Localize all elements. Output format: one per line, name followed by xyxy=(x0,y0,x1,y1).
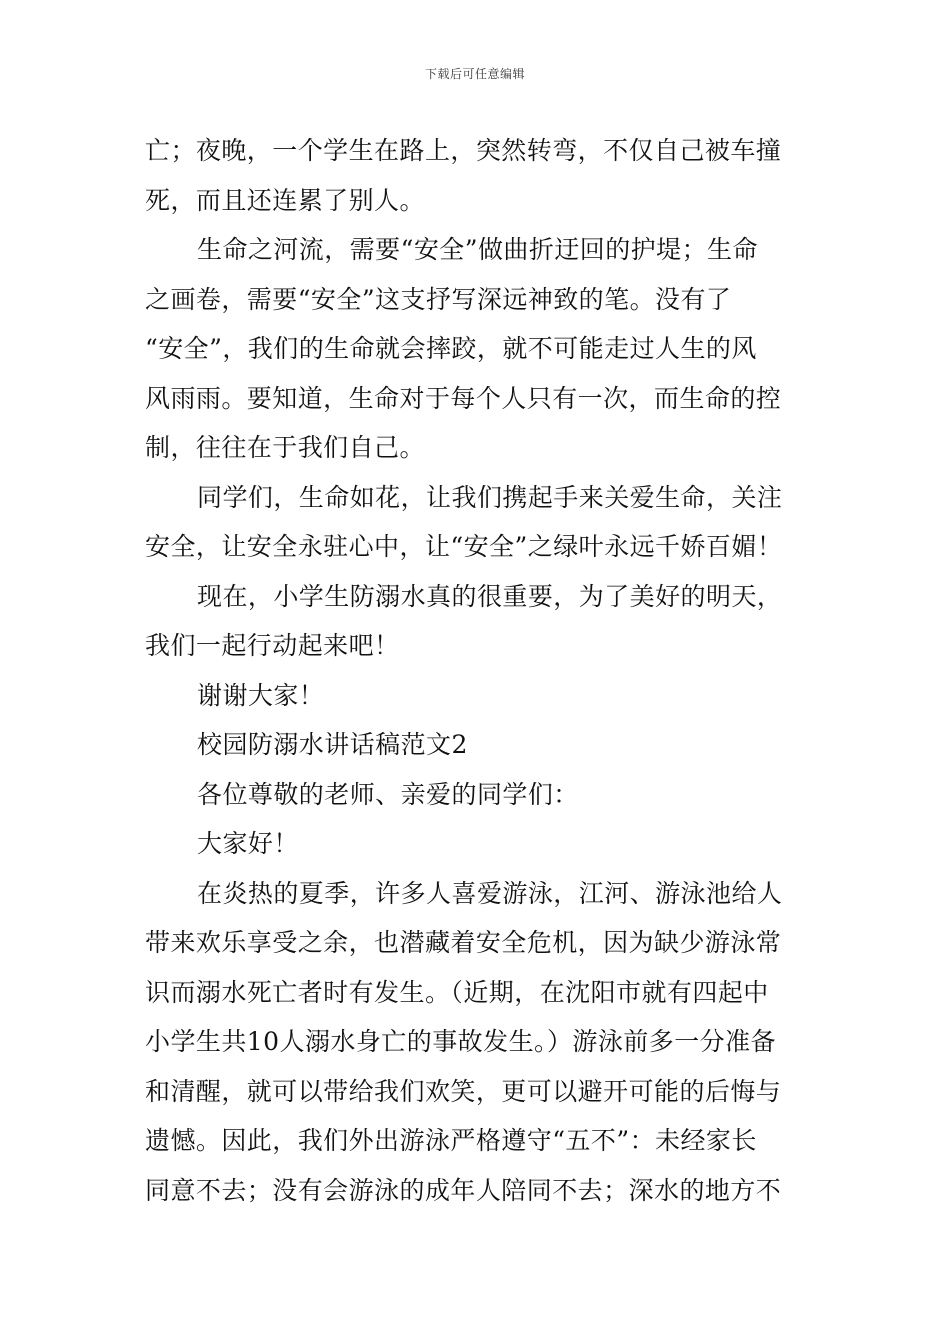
page-header-note: 下载后可任意编辑 xyxy=(424,67,525,81)
text-line: 遗憾。因此，我们外出游泳严格遵守“五不”：未经家长 xyxy=(145,1126,757,1155)
text-line: 死，而且还连累了别人。 xyxy=(145,185,425,215)
text-line: 谢谢大家！ xyxy=(197,680,325,710)
text-line: 各位尊敬的老师、亲爱的同学们： xyxy=(197,779,579,809)
text-line: 现在，小学生防溺水真的很重要，为了美好的明天， xyxy=(197,581,783,611)
text-line: 小学生共10人溺水身亡的事故发生。）游泳前多一分准备 xyxy=(145,1027,777,1056)
text-line: 风雨雨。要知道，生命对于每个人只有一次，而生命的控 xyxy=(145,383,782,413)
section-title: 校园防溺水讲话稿范文2 xyxy=(197,730,468,759)
text-line: 识而溺水死亡者时有发生。（近期，在沈阳市就有四起中 xyxy=(145,977,769,1007)
text-line: 大家好！ xyxy=(197,829,299,858)
text-line: “安全”，我们的生命就会摔跤，就不可能走过人生的风 xyxy=(145,334,757,363)
text-line: 之画卷，需要“安全”这支抒写深远神致的笔。没有了 xyxy=(145,284,732,314)
text-line: 同学们，生命如花，让我们携起手来关爱生命，关注 xyxy=(197,482,783,512)
text-line: 同意不去；没有会游泳的成年人陪同不去；深水的地方不 xyxy=(145,1175,782,1205)
text-line: 我们一起行动起来吧！ xyxy=(145,631,400,660)
text-line: 带来欢乐享受之余，也潜藏着安全危机，因为缺少游泳常 xyxy=(145,928,782,957)
text-line: 生命之河流，需要“安全”做曲折迂回的护堤；生命 xyxy=(197,235,758,264)
text-line: 安全，让安全永驻心中，让“安全”之绿叶永远千娇百媚！ xyxy=(145,532,783,561)
text-line: 和清醒，就可以带给我们欢笑，更可以避开可能的后悔与 xyxy=(145,1076,782,1106)
document-body xyxy=(145,126,807,1215)
text-line: 在炎热的夏季，许多人喜爱游泳，江河、游泳池给人 xyxy=(197,878,783,908)
text-line: 制，往往在于我们自己。 xyxy=(145,433,425,462)
text-line: 亡；夜晚，一个学生在路上，突然转弯，不仅自己被车撞 xyxy=(145,136,782,165)
